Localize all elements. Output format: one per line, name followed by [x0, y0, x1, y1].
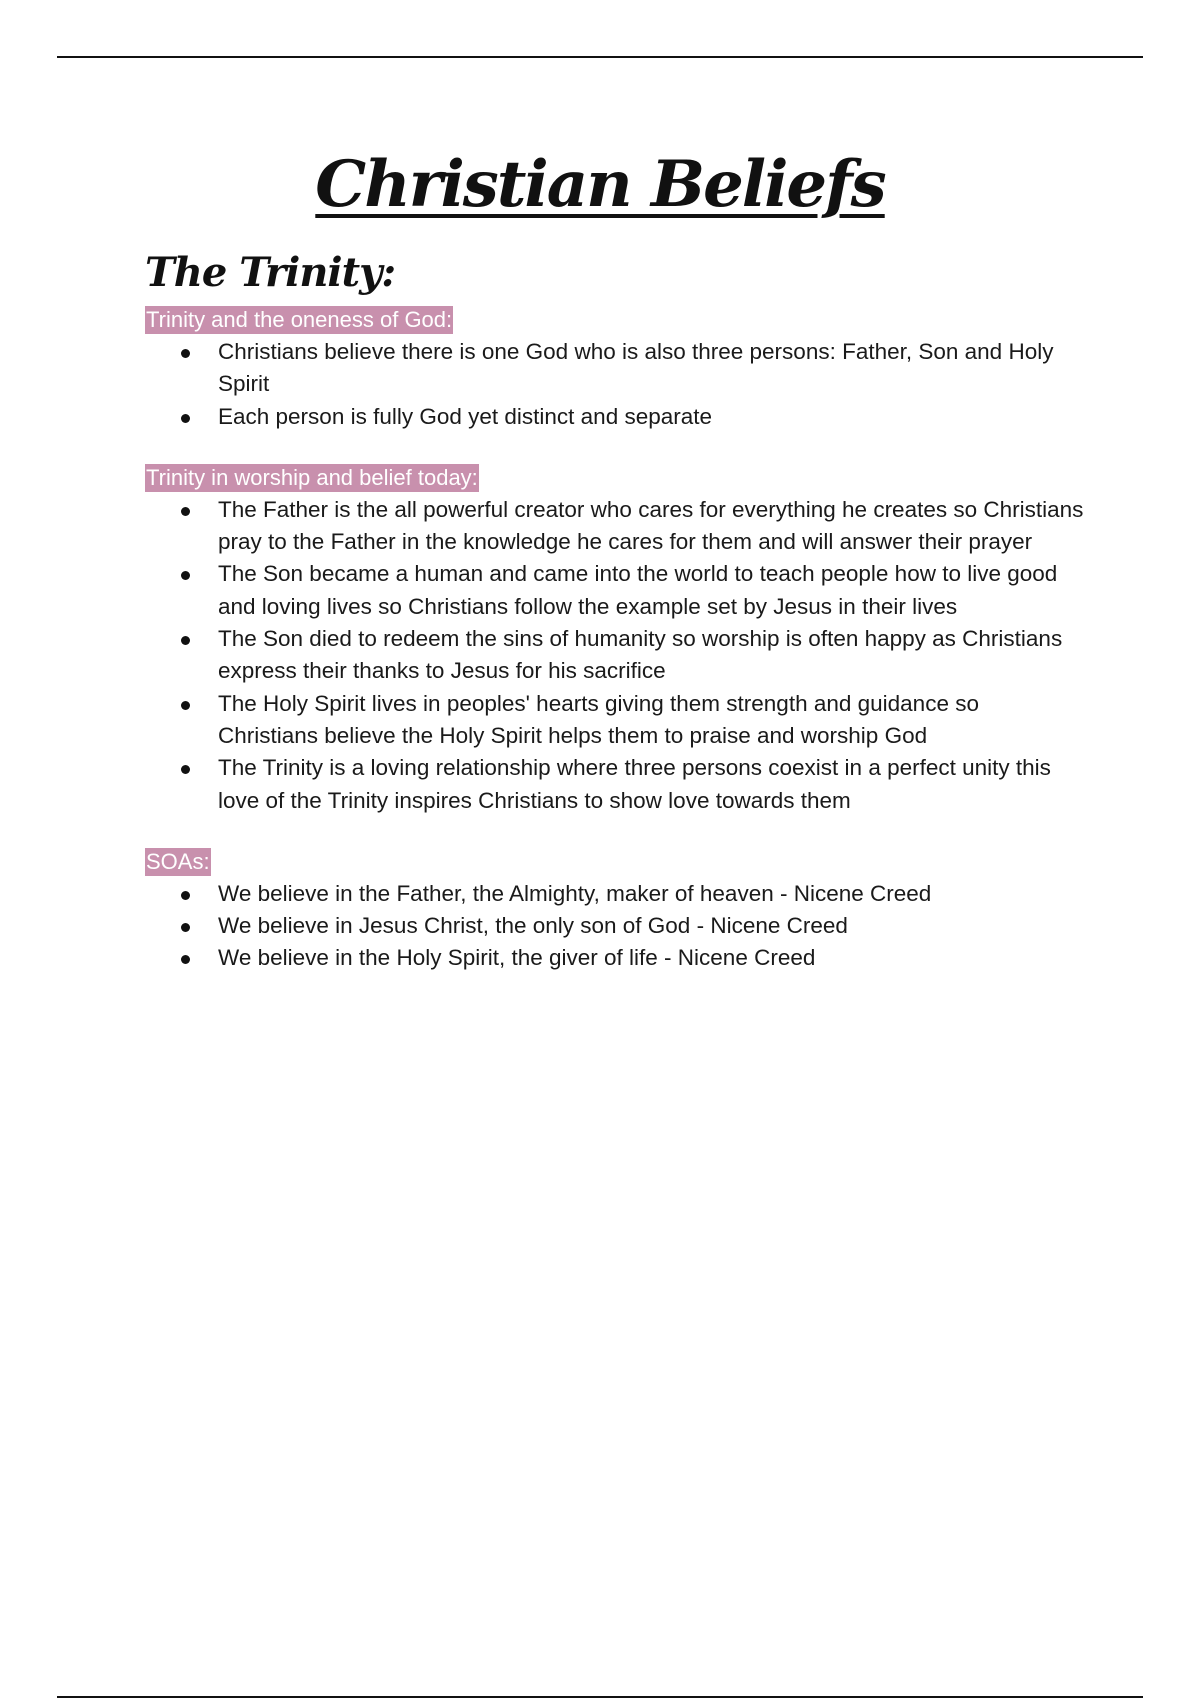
- section-heading: The Trinity:: [145, 249, 396, 296]
- bullet-item: [218, 401, 1085, 433]
- subsection-oneness: [145, 306, 1085, 433]
- bullet-list: [145, 494, 1085, 817]
- bullet-item: [218, 910, 1085, 942]
- bullet-item: [218, 558, 1085, 623]
- bullet-icon: [181, 636, 190, 645]
- bullet-item: [218, 336, 1085, 401]
- bullet-item: [218, 752, 1085, 817]
- bullet-icon: [181, 507, 190, 516]
- bullet-text: The Father is the all powerful creator who cares for everything he creates so Christians pray to the Father in the knowledge he cares for them and will answer their prayer: [218, 496, 1084, 555]
- bullet-text: The Holy Spirit lives in peoples' hearts giving them strength and guidance so Christians believe the Holy Spirit helps them to praise and worship God: [218, 690, 979, 748]
- bullet-text: We believe in the Holy Spirit, the giver of life - Nicene Creed: [218, 945, 816, 971]
- bullet-text: We believe in the Father, the Almighty, maker of heaven - Nicene Creed: [218, 880, 932, 906]
- bullet-text: The Son died to redeem the sins of humanity so worship is often happy as Christians express their thanks to Jesus for his sacrifice: [218, 626, 1063, 684]
- bullet-icon: [181, 414, 190, 423]
- bullet-item: [218, 942, 1085, 974]
- bullet-list: [145, 878, 1085, 975]
- bullet-icon: [181, 349, 190, 358]
- bullet-icon: [181, 765, 190, 774]
- bullet-text: Each person is fully God yet distinct and separate: [218, 403, 713, 429]
- bullet-list: [145, 336, 1085, 433]
- bullet-text: The Son became a human and came into the world to teach people how to live good and loving lives so Christians follow the example set by Jesus in their lives: [218, 561, 1058, 619]
- subsection-worship: [145, 464, 1085, 817]
- document-title: [0, 147, 1200, 222]
- bullet-icon: [181, 701, 190, 710]
- bullet-item: [218, 623, 1085, 688]
- bullet-icon: [181, 571, 190, 580]
- bullet-icon: [181, 891, 190, 900]
- bottom-rule: [57, 1696, 1143, 1698]
- subsection-heading: Trinity in worship and belief today:: [146, 464, 478, 490]
- bullet-icon: [181, 923, 190, 932]
- document-title-text: Christian Beliefs: [315, 147, 885, 222]
- document-body: [145, 250, 1085, 1006]
- bullet-text: Christians believe there is one God who is also three persons: Father, Son and Holy Spirit: [218, 339, 1054, 397]
- bullet-item: [218, 688, 1085, 753]
- subsection-heading: Trinity and the oneness of God:: [146, 307, 453, 332]
- bullet-text: We believe in Jesus Christ, the only son of God - Nicene Creed: [218, 913, 848, 939]
- bullet-item: [218, 494, 1085, 559]
- bullet-item: [218, 878, 1085, 910]
- subsection-soas: [145, 848, 1085, 975]
- subsection-heading: SOAs:: [146, 848, 210, 874]
- bullet-text: The Trinity is a loving relationship where three persons coexist in a perfect unity this love of the Trinity inspires Christians to show love towards them: [218, 755, 1051, 813]
- bullet-icon: [181, 955, 190, 964]
- top-rule: [57, 56, 1143, 58]
